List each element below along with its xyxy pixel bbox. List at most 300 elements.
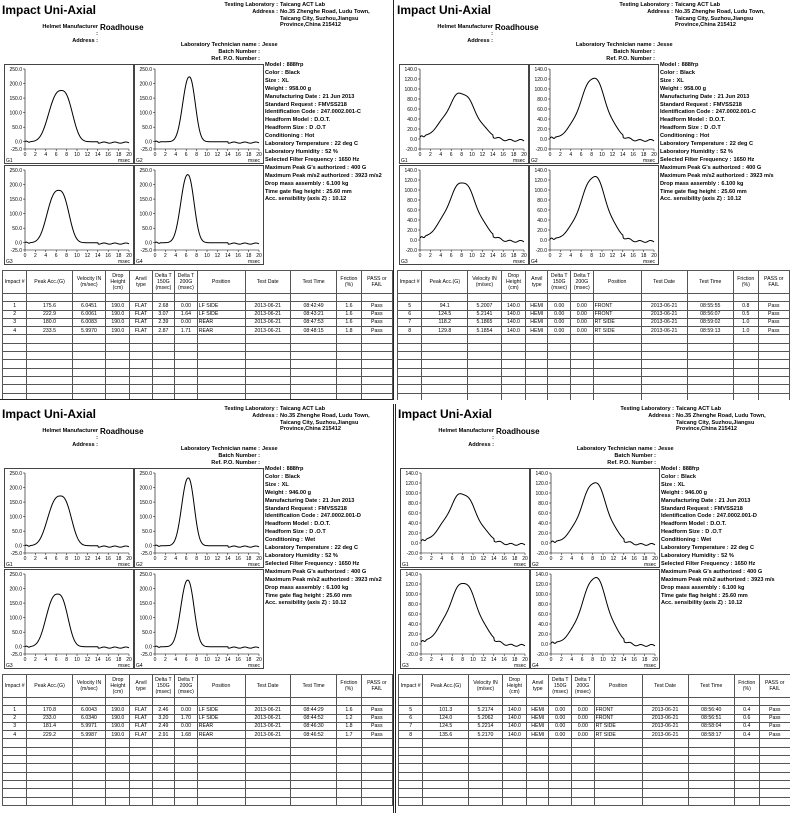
impact-graph-g1 bbox=[4, 64, 134, 164]
table-cell-drop: 190.0 bbox=[106, 714, 130, 722]
specimen-info bbox=[660, 62, 790, 204]
y-tick-label: 0.0 bbox=[411, 641, 418, 648]
table-cell-pass: Pass bbox=[758, 310, 789, 318]
column-header-delta200: Delta T 200G (msec) bbox=[571, 271, 594, 294]
info-label: Weight : bbox=[660, 85, 682, 92]
column-header-date: Test Date bbox=[245, 675, 290, 698]
x-tick-label: 4 bbox=[439, 152, 443, 158]
y-tick-label: 80.0 bbox=[408, 500, 418, 507]
x-tick-label: 6 bbox=[184, 253, 188, 259]
x-tick-label: 4 bbox=[44, 152, 48, 158]
info-row-headform-size bbox=[265, 125, 394, 133]
table-empty-row bbox=[3, 352, 393, 360]
address-line: Taicang City, Suzhou,Jiangsu bbox=[280, 15, 359, 22]
testing-lab-value: Taicang ACT Lab bbox=[280, 406, 326, 412]
table-row bbox=[3, 318, 393, 326]
info-row-headform-model bbox=[660, 117, 790, 125]
table-cell-anvil: HEMI bbox=[526, 318, 548, 326]
column-header-delta150: Delta T 150G (msec) bbox=[548, 271, 571, 294]
graph-label: G3 bbox=[402, 663, 409, 668]
msec-label: msec bbox=[643, 259, 655, 264]
info-label: Maximum Peak m/s2 authorized : bbox=[660, 172, 748, 179]
info-value: 10.12 bbox=[332, 196, 347, 203]
info-label: Drop mass assembly : bbox=[265, 180, 325, 187]
info-value: FMVSS218 bbox=[318, 101, 347, 108]
y-tick-label: 20.0 bbox=[537, 227, 547, 234]
table-cell-friction: 1.2 bbox=[337, 714, 361, 722]
table-cell-velocity: 6.0083 bbox=[72, 318, 105, 326]
impact-graph-g3 bbox=[4, 569, 134, 669]
address-label bbox=[618, 420, 676, 427]
x-tick-label: 8 bbox=[460, 253, 463, 259]
info-value: 10.12 bbox=[332, 600, 347, 607]
helmet-address-label: Address : bbox=[467, 38, 493, 44]
info-label: Selected Filter Frequency : bbox=[661, 560, 733, 567]
impact-graph-g2 bbox=[134, 64, 264, 164]
report-panel-4 bbox=[395, 404, 790, 813]
info-value: 400 G bbox=[351, 164, 367, 171]
y-tick-label: 100.0 bbox=[9, 211, 22, 218]
y-tick-label: 250.0 bbox=[139, 571, 152, 578]
table-cell-velocity: 6.0340 bbox=[72, 714, 105, 722]
column-header-delta150: Delta T 150G (msec) bbox=[152, 675, 175, 698]
x-tick-label: 2 bbox=[164, 556, 167, 562]
table-cell-pass: Pass bbox=[361, 327, 392, 335]
ref-po-label: Ref. P.O. Number : bbox=[211, 460, 260, 466]
impact-curve bbox=[550, 78, 654, 141]
y-tick-label: 140.0 bbox=[404, 66, 417, 73]
msec-label: msec bbox=[644, 562, 656, 567]
info-row-time-gate bbox=[265, 593, 394, 601]
table-cell-peak: 170.8 bbox=[27, 706, 72, 714]
table-empty-row bbox=[398, 368, 790, 376]
graph-label: G2 bbox=[532, 562, 539, 567]
table-empty-row bbox=[399, 772, 790, 780]
table-empty-row bbox=[399, 739, 790, 747]
y-tick-label: 250.0 bbox=[9, 66, 22, 73]
x-tick-label: 20 bbox=[521, 152, 527, 158]
info-value: Black bbox=[681, 473, 696, 480]
column-header-friction: Friction (%) bbox=[735, 675, 760, 698]
table-cell-impact: 1 bbox=[3, 302, 27, 310]
info-row-conditioning bbox=[265, 133, 394, 141]
table-cell-delta150: 0.00 bbox=[548, 327, 571, 335]
x-tick-label: 14 bbox=[620, 253, 626, 259]
msec-label: msec bbox=[248, 562, 260, 567]
info-label: Size : bbox=[265, 77, 280, 84]
table-cell-position: REAR bbox=[197, 327, 245, 335]
column-header-friction: Friction (%) bbox=[337, 271, 361, 294]
info-value: Hot bbox=[699, 133, 710, 140]
info-row-manufacturing-date bbox=[661, 498, 790, 506]
report-panel-2 bbox=[395, 0, 790, 400]
info-label: Maximum Peak G's authorized : bbox=[265, 164, 350, 171]
table-cell-friction: 0.8 bbox=[734, 302, 759, 310]
helmet-manufacturer-block bbox=[40, 428, 144, 449]
x-tick-label: 4 bbox=[44, 253, 48, 259]
info-label: Manufacturing Date : bbox=[265, 497, 321, 504]
graph-svg bbox=[135, 166, 263, 264]
info-label: Model : bbox=[265, 466, 285, 472]
x-tick-label: 14 bbox=[95, 657, 101, 663]
info-label: Acc. sensibility (axis Z) : bbox=[265, 196, 331, 203]
table-cell-pass: Pass bbox=[759, 714, 790, 722]
y-tick-label: -25.0 bbox=[140, 146, 152, 153]
impact-curve bbox=[155, 478, 259, 547]
graph-label: G2 bbox=[136, 562, 143, 567]
table-cell-pass: Pass bbox=[361, 731, 392, 739]
x-tick-label: 14 bbox=[491, 556, 497, 562]
info-value: 1650 Hz bbox=[338, 560, 360, 567]
x-tick-label: 12 bbox=[610, 657, 617, 663]
table-cell-position: FRONT bbox=[593, 302, 641, 310]
table-cell-impact: 5 bbox=[398, 302, 422, 310]
helmet-manufacturer-value: Roadhouse bbox=[496, 427, 540, 436]
x-tick-label: 2 bbox=[34, 152, 37, 158]
table-cell-anvil: FLAT bbox=[130, 310, 152, 318]
x-tick-label: 16 bbox=[105, 152, 111, 158]
x-tick-label: 14 bbox=[95, 152, 101, 158]
lab-tech-label: Laboratory Technician name : bbox=[575, 42, 655, 48]
table-cell-velocity: 5.2007 bbox=[468, 302, 502, 310]
info-label: Weight : bbox=[265, 85, 287, 92]
y-tick-label: 0.0 bbox=[15, 240, 22, 247]
info-row-headform-model bbox=[265, 117, 394, 125]
table-cell-anvil: FLAT bbox=[130, 706, 152, 714]
x-tick-label: 6 bbox=[54, 556, 58, 562]
address-label bbox=[222, 426, 280, 433]
report-panel-1 bbox=[0, 0, 394, 400]
x-tick-label: 8 bbox=[461, 556, 464, 562]
x-tick-label: 2 bbox=[559, 253, 562, 259]
info-label: Acc. sensibility (axis Z) : bbox=[265, 600, 331, 607]
info-value: 3923 m/s2 bbox=[354, 576, 382, 583]
address-label bbox=[222, 16, 280, 23]
table-cell-anvil: HEMI bbox=[526, 327, 548, 335]
table-cell-drop: 140.0 bbox=[501, 302, 525, 310]
x-tick-label: 2 bbox=[429, 253, 432, 259]
info-value: FMVSS218 bbox=[713, 101, 742, 108]
table-cell-pass: Pass bbox=[361, 310, 392, 318]
msec-label: msec bbox=[644, 663, 656, 668]
x-tick-label: 12 bbox=[214, 253, 221, 259]
info-row-standard-request bbox=[265, 102, 394, 110]
info-row-weight bbox=[661, 490, 790, 498]
table-cell-delta200: 0.00 bbox=[175, 318, 198, 326]
info-label: Maximum Peak m/s2 authorized : bbox=[265, 576, 353, 583]
table-cell-velocity: 5.9970 bbox=[72, 327, 105, 335]
table-cell-impact: 6 bbox=[399, 714, 423, 722]
x-tick-label: 20 bbox=[522, 556, 528, 562]
impact-curve bbox=[551, 577, 655, 646]
x-tick-label: 4 bbox=[174, 253, 178, 259]
info-row-headform-model bbox=[661, 521, 790, 529]
graph-label: G2 bbox=[531, 158, 538, 163]
graph-svg bbox=[400, 65, 528, 163]
specimen-info bbox=[661, 466, 790, 608]
impact-graph-g4 bbox=[134, 165, 264, 265]
table-cell-anvil: HEMI bbox=[526, 310, 548, 318]
x-tick-label: 6 bbox=[580, 657, 584, 663]
table-row bbox=[3, 706, 393, 714]
helmet-manufacturer-value: Roadhouse bbox=[100, 23, 144, 32]
table-cell-impact: 2 bbox=[3, 714, 27, 722]
info-value: 52 % bbox=[325, 148, 338, 155]
table-cell-date: 2013-06-21 bbox=[642, 722, 688, 730]
info-value: 888frp bbox=[286, 466, 304, 472]
x-tick-label: 2 bbox=[164, 253, 167, 259]
info-value: 10.12 bbox=[727, 196, 742, 203]
table-cell-time: 08:56:07 bbox=[687, 310, 733, 318]
table-cell-delta150: 2.39 bbox=[152, 318, 175, 326]
impact-curve bbox=[551, 483, 655, 546]
table-cell-date: 2013-06-21 bbox=[641, 302, 687, 310]
info-label: Headform Size : bbox=[660, 125, 703, 132]
info-label: Size : bbox=[265, 481, 280, 488]
info-row-color bbox=[660, 70, 790, 78]
table-cell-date: 2013-06-21 bbox=[642, 706, 688, 714]
info-value: XL bbox=[677, 481, 685, 488]
table-cell-impact: 5 bbox=[399, 706, 423, 714]
x-tick-label: 10 bbox=[470, 556, 476, 562]
msec-label: msec bbox=[248, 158, 260, 163]
table-header-row bbox=[399, 675, 790, 698]
x-tick-label: 14 bbox=[225, 152, 231, 158]
x-tick-label: 4 bbox=[44, 657, 48, 663]
x-tick-label: 18 bbox=[641, 556, 648, 562]
impact-curve bbox=[420, 93, 524, 141]
info-value: 52 % bbox=[325, 552, 338, 559]
table-cell-pass: Pass bbox=[361, 302, 392, 310]
y-tick-label: 250.0 bbox=[139, 470, 152, 477]
graph-svg bbox=[531, 570, 659, 668]
y-tick-label: 120.0 bbox=[405, 581, 418, 588]
table-cell-date: 2013-06-21 bbox=[245, 327, 290, 335]
table-cell-drop: 190.0 bbox=[106, 706, 130, 714]
x-tick-label: 14 bbox=[225, 556, 231, 562]
x-tick-label: 8 bbox=[591, 556, 594, 562]
column-header-peak: Peak Acc.(G) bbox=[422, 271, 468, 294]
x-tick-label: 16 bbox=[105, 556, 111, 562]
testing-lab-block bbox=[222, 406, 392, 433]
table-cell-pass: Pass bbox=[361, 318, 392, 326]
x-tick-label: 6 bbox=[450, 657, 454, 663]
info-value: D .O.T bbox=[704, 125, 721, 132]
table-cell-drop: 190.0 bbox=[106, 310, 130, 318]
x-tick-label: 10 bbox=[600, 556, 606, 562]
table-row bbox=[399, 731, 790, 739]
table-cell-drop: 140.0 bbox=[501, 318, 525, 326]
info-value: 3923 m/s bbox=[749, 172, 774, 179]
ref-po-label: Ref. P.O. Number : bbox=[607, 460, 656, 466]
x-tick-label: 0 bbox=[419, 657, 423, 663]
table-cell-delta200: 0.00 bbox=[572, 706, 595, 714]
x-tick-label: 10 bbox=[599, 253, 605, 259]
report-title: Impact Uni-Axial bbox=[398, 407, 493, 421]
table-row bbox=[399, 706, 790, 714]
info-row-lab-temperature bbox=[265, 545, 394, 553]
info-label: Laboratory Humidity : bbox=[660, 148, 719, 155]
table-cell-impact: 3 bbox=[3, 722, 27, 730]
address-line: Taicang City, Suzhou,Jiangsu bbox=[675, 15, 754, 22]
x-tick-label: 6 bbox=[184, 152, 188, 158]
x-tick-label: 12 bbox=[84, 253, 91, 259]
info-row-max-peak-ms bbox=[265, 173, 394, 181]
info-label: Color : bbox=[265, 69, 284, 76]
x-tick-label: 8 bbox=[591, 657, 594, 663]
info-row-acc-sensibility bbox=[265, 600, 394, 608]
table-cell-delta150: 2.46 bbox=[152, 706, 175, 714]
graph-svg bbox=[135, 570, 263, 668]
info-label: Headform Size : bbox=[661, 529, 704, 536]
info-row-max-peak-ms bbox=[265, 577, 394, 585]
y-tick-label: -20.0 bbox=[406, 651, 418, 658]
info-row-max-peak-g bbox=[265, 165, 394, 173]
column-header-pass: PASS or FAIL bbox=[758, 271, 789, 294]
testing-lab-value: Taicang ACT Lab bbox=[676, 406, 722, 412]
x-tick-label: 6 bbox=[579, 152, 583, 158]
helmet-manufacturer-value: Roadhouse bbox=[495, 23, 539, 32]
x-tick-label: 2 bbox=[34, 556, 37, 562]
info-row-headform-size bbox=[265, 529, 394, 537]
y-tick-label: 100.0 bbox=[139, 514, 152, 521]
column-header-drop: Drop Height (cm) bbox=[502, 675, 526, 698]
y-tick-label: -25.0 bbox=[10, 651, 22, 658]
info-value: 6.100 kg bbox=[721, 180, 744, 187]
y-tick-label: 20.0 bbox=[407, 227, 417, 234]
x-tick-label: 0 bbox=[548, 253, 552, 259]
x-tick-label: 2 bbox=[560, 657, 563, 663]
y-tick-label: 140.0 bbox=[404, 167, 417, 174]
testing-lab-label: Testing Laboratory : bbox=[224, 406, 278, 412]
x-tick-label: 14 bbox=[490, 152, 496, 158]
info-label: Laboratory Humidity : bbox=[661, 552, 720, 559]
table-cell-drop: 140.0 bbox=[502, 722, 526, 730]
info-row-time-gate bbox=[661, 593, 790, 601]
x-tick-label: 20 bbox=[651, 253, 657, 259]
info-label: Maximum Peak G's authorized : bbox=[661, 568, 746, 575]
table-cell-drop: 140.0 bbox=[502, 731, 526, 739]
column-header-delta200: Delta T 200G (msec) bbox=[175, 271, 198, 294]
info-value: 1650 Hz bbox=[734, 560, 756, 567]
x-tick-label: 18 bbox=[510, 253, 517, 259]
impact-graph-g2 bbox=[134, 468, 264, 568]
info-value: 888frp bbox=[682, 466, 700, 472]
x-tick-label: 16 bbox=[235, 556, 241, 562]
table-header-row bbox=[398, 271, 790, 294]
y-tick-label: 40.0 bbox=[407, 217, 417, 224]
table-row bbox=[398, 310, 790, 318]
info-label: Laboratory Humidity : bbox=[265, 552, 324, 559]
table-cell-drop: 190.0 bbox=[106, 327, 130, 335]
info-label: Conditioning : bbox=[660, 133, 698, 140]
table-cell-delta150: 3.20 bbox=[152, 714, 175, 722]
x-tick-label: 20 bbox=[652, 657, 658, 663]
table-cell-impact: 6 bbox=[398, 310, 422, 318]
x-tick-label: 8 bbox=[195, 556, 198, 562]
address-label bbox=[617, 16, 675, 23]
y-tick-label: 100.0 bbox=[139, 211, 152, 218]
lab-tech-value: Jesse bbox=[658, 446, 674, 452]
table-cell-delta150: 0.00 bbox=[549, 722, 572, 730]
graph-label: G2 bbox=[136, 158, 143, 163]
address-line: No.35 Zhenghe Road, Ludu Town, bbox=[280, 8, 370, 15]
table-empty-row bbox=[3, 789, 393, 797]
x-tick-label: 18 bbox=[245, 556, 252, 562]
x-tick-label: 8 bbox=[195, 152, 198, 158]
y-tick-label: 80.0 bbox=[537, 96, 547, 103]
x-tick-label: 4 bbox=[440, 556, 444, 562]
msec-label: msec bbox=[248, 259, 260, 264]
address-line: Province,China 215412 bbox=[280, 22, 341, 29]
table-cell-position: FRONT bbox=[593, 310, 641, 318]
table-cell-time: 08:59:13 bbox=[687, 327, 733, 335]
info-value: 1650 Hz bbox=[733, 156, 755, 163]
info-value: 1650 Hz bbox=[338, 156, 360, 163]
x-tick-label: 10 bbox=[74, 253, 80, 259]
x-tick-label: 20 bbox=[651, 152, 657, 158]
address-label bbox=[618, 426, 676, 433]
info-label: Identification Code : bbox=[265, 513, 319, 520]
table-cell-time: 08:43:21 bbox=[290, 310, 336, 318]
x-tick-label: 6 bbox=[580, 556, 584, 562]
testing-lab-label: Testing Laboratory : bbox=[224, 2, 278, 8]
table-header-row bbox=[3, 271, 393, 294]
lab-tech-value: Jesse bbox=[657, 42, 673, 48]
table-cell-anvil: HEMI bbox=[527, 714, 549, 722]
info-row-acc-sensibility bbox=[660, 196, 790, 204]
x-tick-label: 10 bbox=[600, 657, 606, 663]
x-tick-label: 4 bbox=[174, 556, 178, 562]
table-cell-time: 08:58:17 bbox=[688, 731, 734, 739]
info-label: Headform Model : bbox=[660, 117, 708, 124]
table-cell-friction: 0.5 bbox=[734, 310, 759, 318]
column-header-velocity: Velocity IN (m/sec) bbox=[72, 271, 105, 294]
graph-label: G4 bbox=[531, 259, 538, 264]
info-label: Standard Request : bbox=[660, 101, 712, 108]
y-tick-label: 100.0 bbox=[405, 490, 418, 497]
column-header-time: Test Time bbox=[290, 271, 336, 294]
info-value: 52 % bbox=[720, 148, 733, 155]
x-tick-label: 16 bbox=[630, 253, 636, 259]
y-tick-label: 0.0 bbox=[540, 136, 547, 143]
column-header-peak: Peak Acc.(G) bbox=[423, 675, 469, 698]
y-tick-label: 50.0 bbox=[12, 528, 22, 535]
info-label: Laboratory Temperature : bbox=[660, 141, 728, 148]
y-tick-label: 140.0 bbox=[534, 167, 547, 174]
address-label bbox=[222, 22, 280, 29]
x-tick-label: 12 bbox=[84, 556, 91, 562]
table-cell-friction: 1.6 bbox=[337, 706, 361, 714]
table-cell-delta200: 0.00 bbox=[572, 731, 595, 739]
info-value: 6.100 kg bbox=[326, 584, 349, 591]
y-tick-label: 150.0 bbox=[139, 196, 152, 203]
column-header-velocity: Velocity IN (m/sec) bbox=[469, 675, 503, 698]
address-line: Province,China 215412 bbox=[280, 426, 341, 433]
y-tick-label: 100.0 bbox=[535, 591, 548, 598]
graph-label: G1 bbox=[402, 562, 409, 567]
x-tick-label: 0 bbox=[549, 657, 553, 663]
y-tick-label: 50.0 bbox=[142, 528, 152, 535]
x-tick-label: 12 bbox=[480, 657, 487, 663]
table-cell-time: 08:56:51 bbox=[688, 714, 734, 722]
impact-graph-g2 bbox=[529, 64, 659, 164]
table-empty-row bbox=[399, 747, 790, 755]
info-label: Headform Model : bbox=[265, 117, 313, 124]
y-tick-label: 40.0 bbox=[407, 116, 417, 123]
x-tick-label: 20 bbox=[256, 253, 262, 259]
info-row-model bbox=[265, 62, 394, 70]
